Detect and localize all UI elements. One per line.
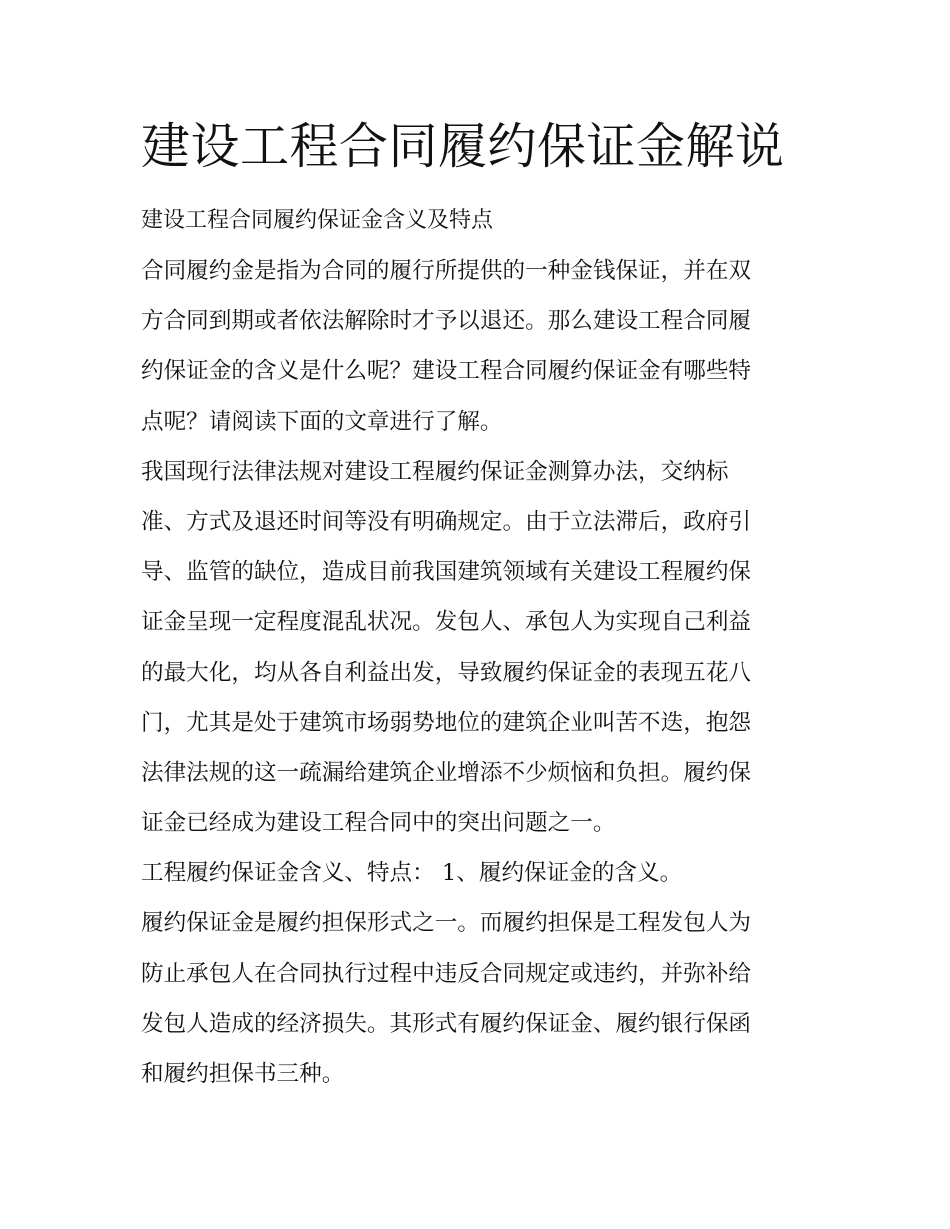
paragraph-intro — [141, 246, 813, 447]
paragraph-line: 发包人造成的经济损失。其形式有履约保证金、履约银行保函 — [141, 1010, 752, 1037]
paragraph-line: 我国现行法律法规对建设工程履约保证金测算办法，交纳标 — [141, 458, 729, 485]
paragraph-line: 履约保证金是履约担保形式之一。而履约担保是工程发包人为 — [141, 910, 752, 937]
document-title: 建设工程合同履约保证金解说 — [141, 118, 785, 175]
paragraph-line: 点呢？请阅读下面的文章进行了解。 — [141, 408, 503, 435]
paragraph-line: 约保证金的含义是什么呢？建设工程合同履约保证金有哪些特 — [141, 358, 752, 385]
paragraph-line: 的最大化，均从各自利益出发，导致履约保证金的表现五花八 — [141, 659, 752, 686]
paragraph-line: 法律法规的这一疏漏给建筑企业增添不少烦恼和负担。履约保 — [141, 759, 752, 786]
paragraph-line: 证金呈现一定程度混乱状况。发包人、承包人为实现自己利益 — [141, 609, 752, 636]
paragraph-line: 方合同到期或者依法解除时才予以退还。那么建设工程合同履 — [141, 308, 752, 335]
paragraph-line: 防止承包人在合同执行过程中违反合同规定或违约，并弥补给 — [141, 960, 752, 987]
paragraph-line: 工程履约保证金含义、特点： 1、履约保证金的含义。 — [141, 860, 683, 887]
paragraph-line: 和履约担保书三种。 — [141, 1061, 345, 1087]
paragraph-section-heading — [141, 848, 813, 898]
paragraph-background — [141, 447, 813, 849]
paragraph-line: 准、方式及退还时间等没有明确规定。由于立法滞后，政府引 — [141, 508, 752, 535]
paragraph-line: 门，尤其是处于建筑市场弱势地位的建筑企业叫苦不迭，抱怨 — [141, 709, 752, 736]
paragraph-definition — [141, 898, 813, 1099]
document-body — [141, 112, 813, 1099]
paragraph-line: 导、监管的缺位，造成目前我国建筑领域有关建设工程履约保 — [141, 559, 752, 586]
paragraph-line: 合同履约金是指为合同的履行所提供的一种金钱保证，并在双 — [141, 258, 752, 284]
section-subheading: 建设工程合同履约保证金含义及特点 — [141, 208, 494, 233]
paragraph-line: 证金已经成为建设工程合同中的突出问题之一。 — [141, 810, 616, 837]
